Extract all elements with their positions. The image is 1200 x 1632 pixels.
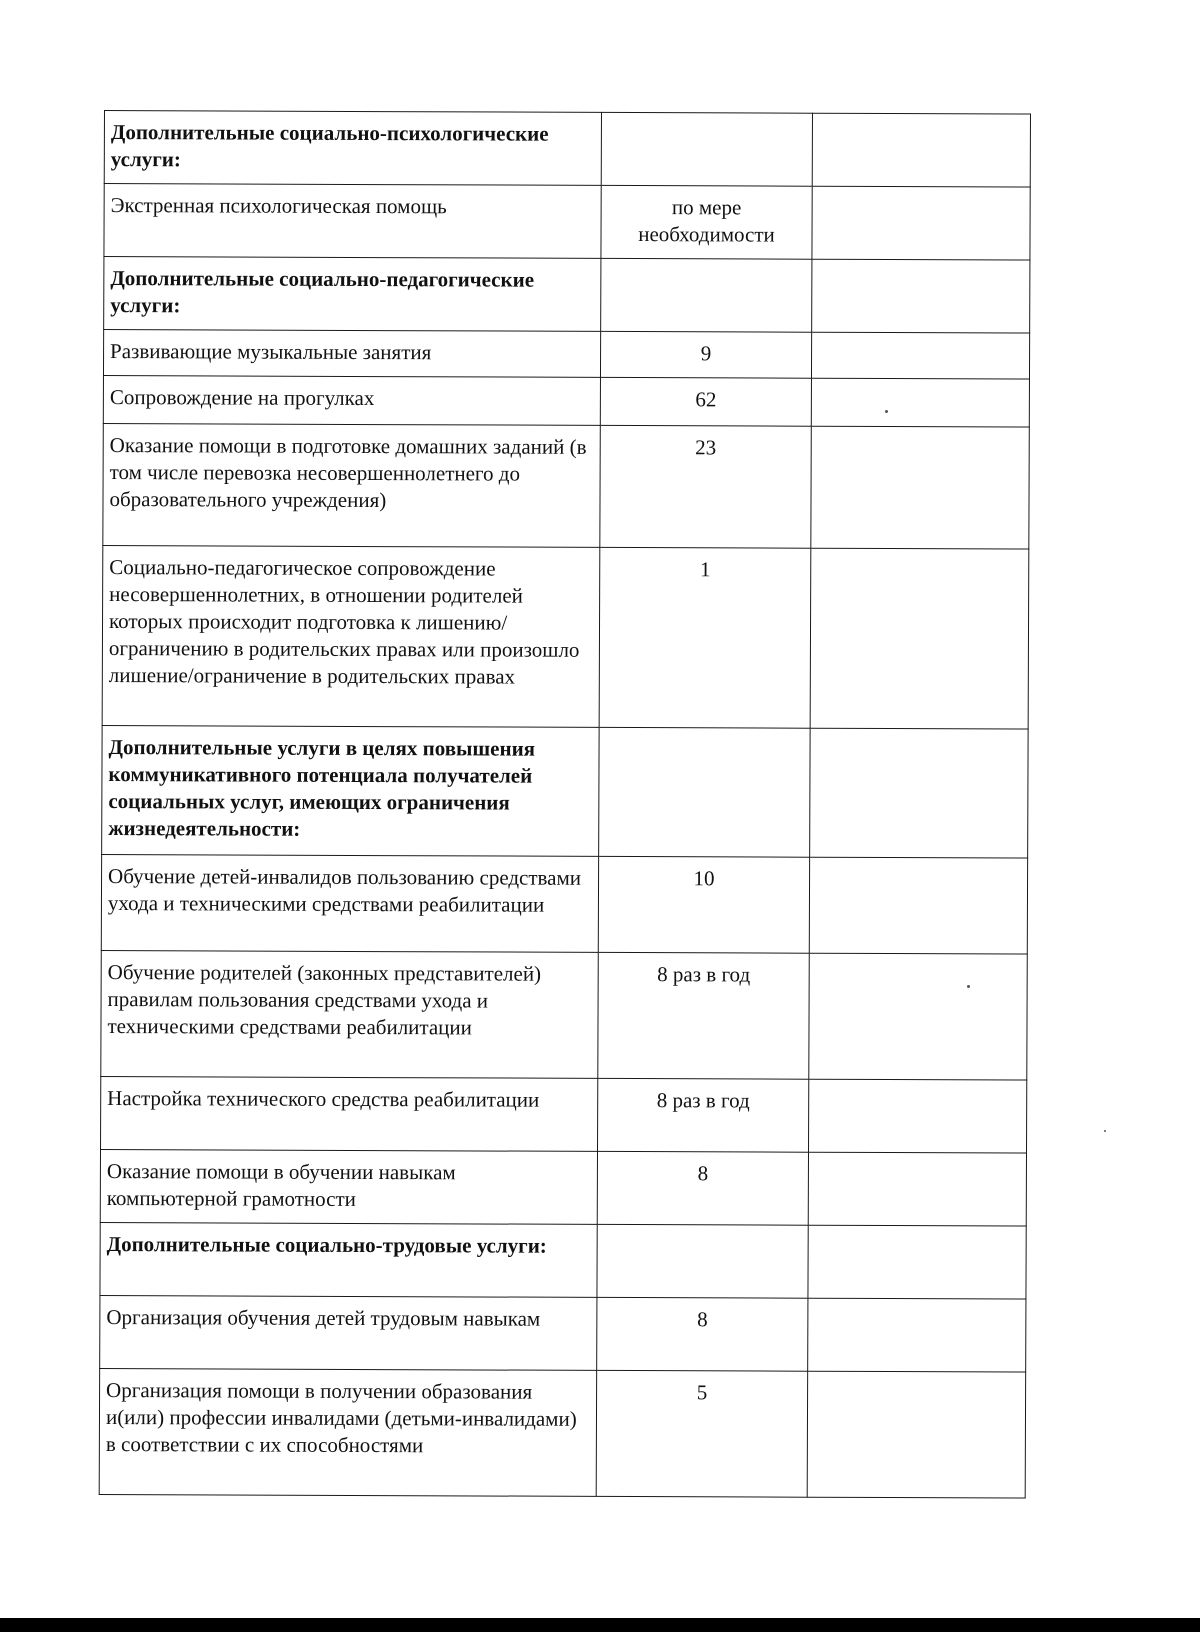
- service-volume: 1: [599, 547, 811, 728]
- table-row: [99, 1368, 1025, 1498]
- service-name: Обучение родителей (законных представителей) правилам пользования средствами ухода и техническими средствами реабилитации: [101, 950, 598, 1078]
- service-volume: 8: [597, 1297, 808, 1371]
- service-volume: 62: [600, 377, 811, 426]
- service-name: Организация помощи в получении образования и(или) профессии инвалидами (детьми-инвалидами) в соответствии с их способностями: [99, 1368, 596, 1496]
- service-extra: [812, 259, 1030, 333]
- service-volume: 8 раз в год: [598, 1078, 809, 1152]
- services-table: [99, 110, 1031, 1499]
- scan-speck: [885, 410, 888, 413]
- service-name: Оказание помощи в подготовке домашних заданий (в том числе перевозка несовершеннолетнего до образовательного учреждения): [103, 423, 600, 547]
- service-volume: 23: [600, 425, 811, 548]
- service-extra: [811, 378, 1029, 427]
- service-volume: [597, 1224, 808, 1298]
- service-extra: [808, 1298, 1026, 1372]
- service-extra: [812, 186, 1030, 260]
- table-row-section: [102, 725, 1028, 858]
- table-row: [101, 1076, 1027, 1153]
- service-extra: [810, 728, 1028, 858]
- service-name: Дополнительные услуги в целях повышения коммуникативного потенциала получателей социальных услуг, имеющих ограничения жизнедеятельности:: [102, 725, 599, 856]
- table-row-section: [100, 1222, 1026, 1299]
- service-extra: [808, 1225, 1026, 1299]
- service-volume: [601, 258, 812, 332]
- service-name: Развивающие музыкальные занятия: [103, 330, 600, 378]
- table-row-section: [104, 111, 1030, 188]
- table-row: [100, 1149, 1026, 1226]
- service-name: Дополнительные социально-психологические услуги:: [104, 111, 601, 186]
- scan-speck: [967, 985, 970, 988]
- service-name: Социально-педагогическое сопровождение несовершеннолетних, в отношении родителей которых происходит подготовка к лишению/ограничению в родительских правах или произошло лишение/ограничение в родительских правах: [102, 545, 600, 727]
- service-extra: [809, 953, 1027, 1080]
- service-volume: 10: [598, 856, 809, 953]
- service-name: Сопровождение на прогулках: [103, 375, 600, 425]
- service-volume: [601, 112, 812, 186]
- service-extra: [812, 113, 1030, 187]
- service-name: Настройка технического средства реабилитации: [101, 1076, 598, 1151]
- table-row: [103, 423, 1029, 549]
- service-name: Экстренная психологическая помощь: [104, 184, 601, 259]
- service-name: Дополнительные социально-педагогические услуги:: [104, 257, 601, 332]
- table-row: [103, 330, 1029, 380]
- table-row: [102, 545, 1029, 729]
- service-volume: 8 раз в год: [598, 952, 809, 1079]
- service-extra: [808, 1152, 1026, 1226]
- table-row: [101, 854, 1027, 954]
- service-name: Дополнительные социально-трудовые услуги:: [100, 1222, 597, 1297]
- table-row-section: [104, 257, 1030, 334]
- table-row: [104, 184, 1030, 261]
- service-extra: [809, 857, 1027, 954]
- service-extra: [811, 426, 1029, 549]
- service-name: Обучение детей-инвалидов пользованию средствами ухода и техническими средствами реабилитации: [101, 854, 598, 952]
- service-extra: [809, 1079, 1027, 1153]
- service-extra: [810, 548, 1029, 729]
- scan-speck: [1104, 1130, 1106, 1132]
- service-extra: [807, 1371, 1025, 1498]
- table-row: [103, 375, 1029, 427]
- service-extra: [811, 332, 1029, 379]
- service-volume: по мере необходимости: [601, 185, 812, 259]
- service-name: Оказание помощи в обучении навыкам компьютерной грамотности: [100, 1149, 597, 1224]
- service-volume: [599, 727, 810, 857]
- scan-edge-bar: [0, 1618, 1200, 1632]
- table-row: [101, 950, 1027, 1080]
- service-name: Организация обучения детей трудовым навыкам: [100, 1295, 597, 1370]
- service-volume: 8: [597, 1151, 808, 1225]
- service-volume: 9: [600, 331, 811, 378]
- table-row: [100, 1295, 1026, 1372]
- service-volume: 5: [596, 1370, 807, 1497]
